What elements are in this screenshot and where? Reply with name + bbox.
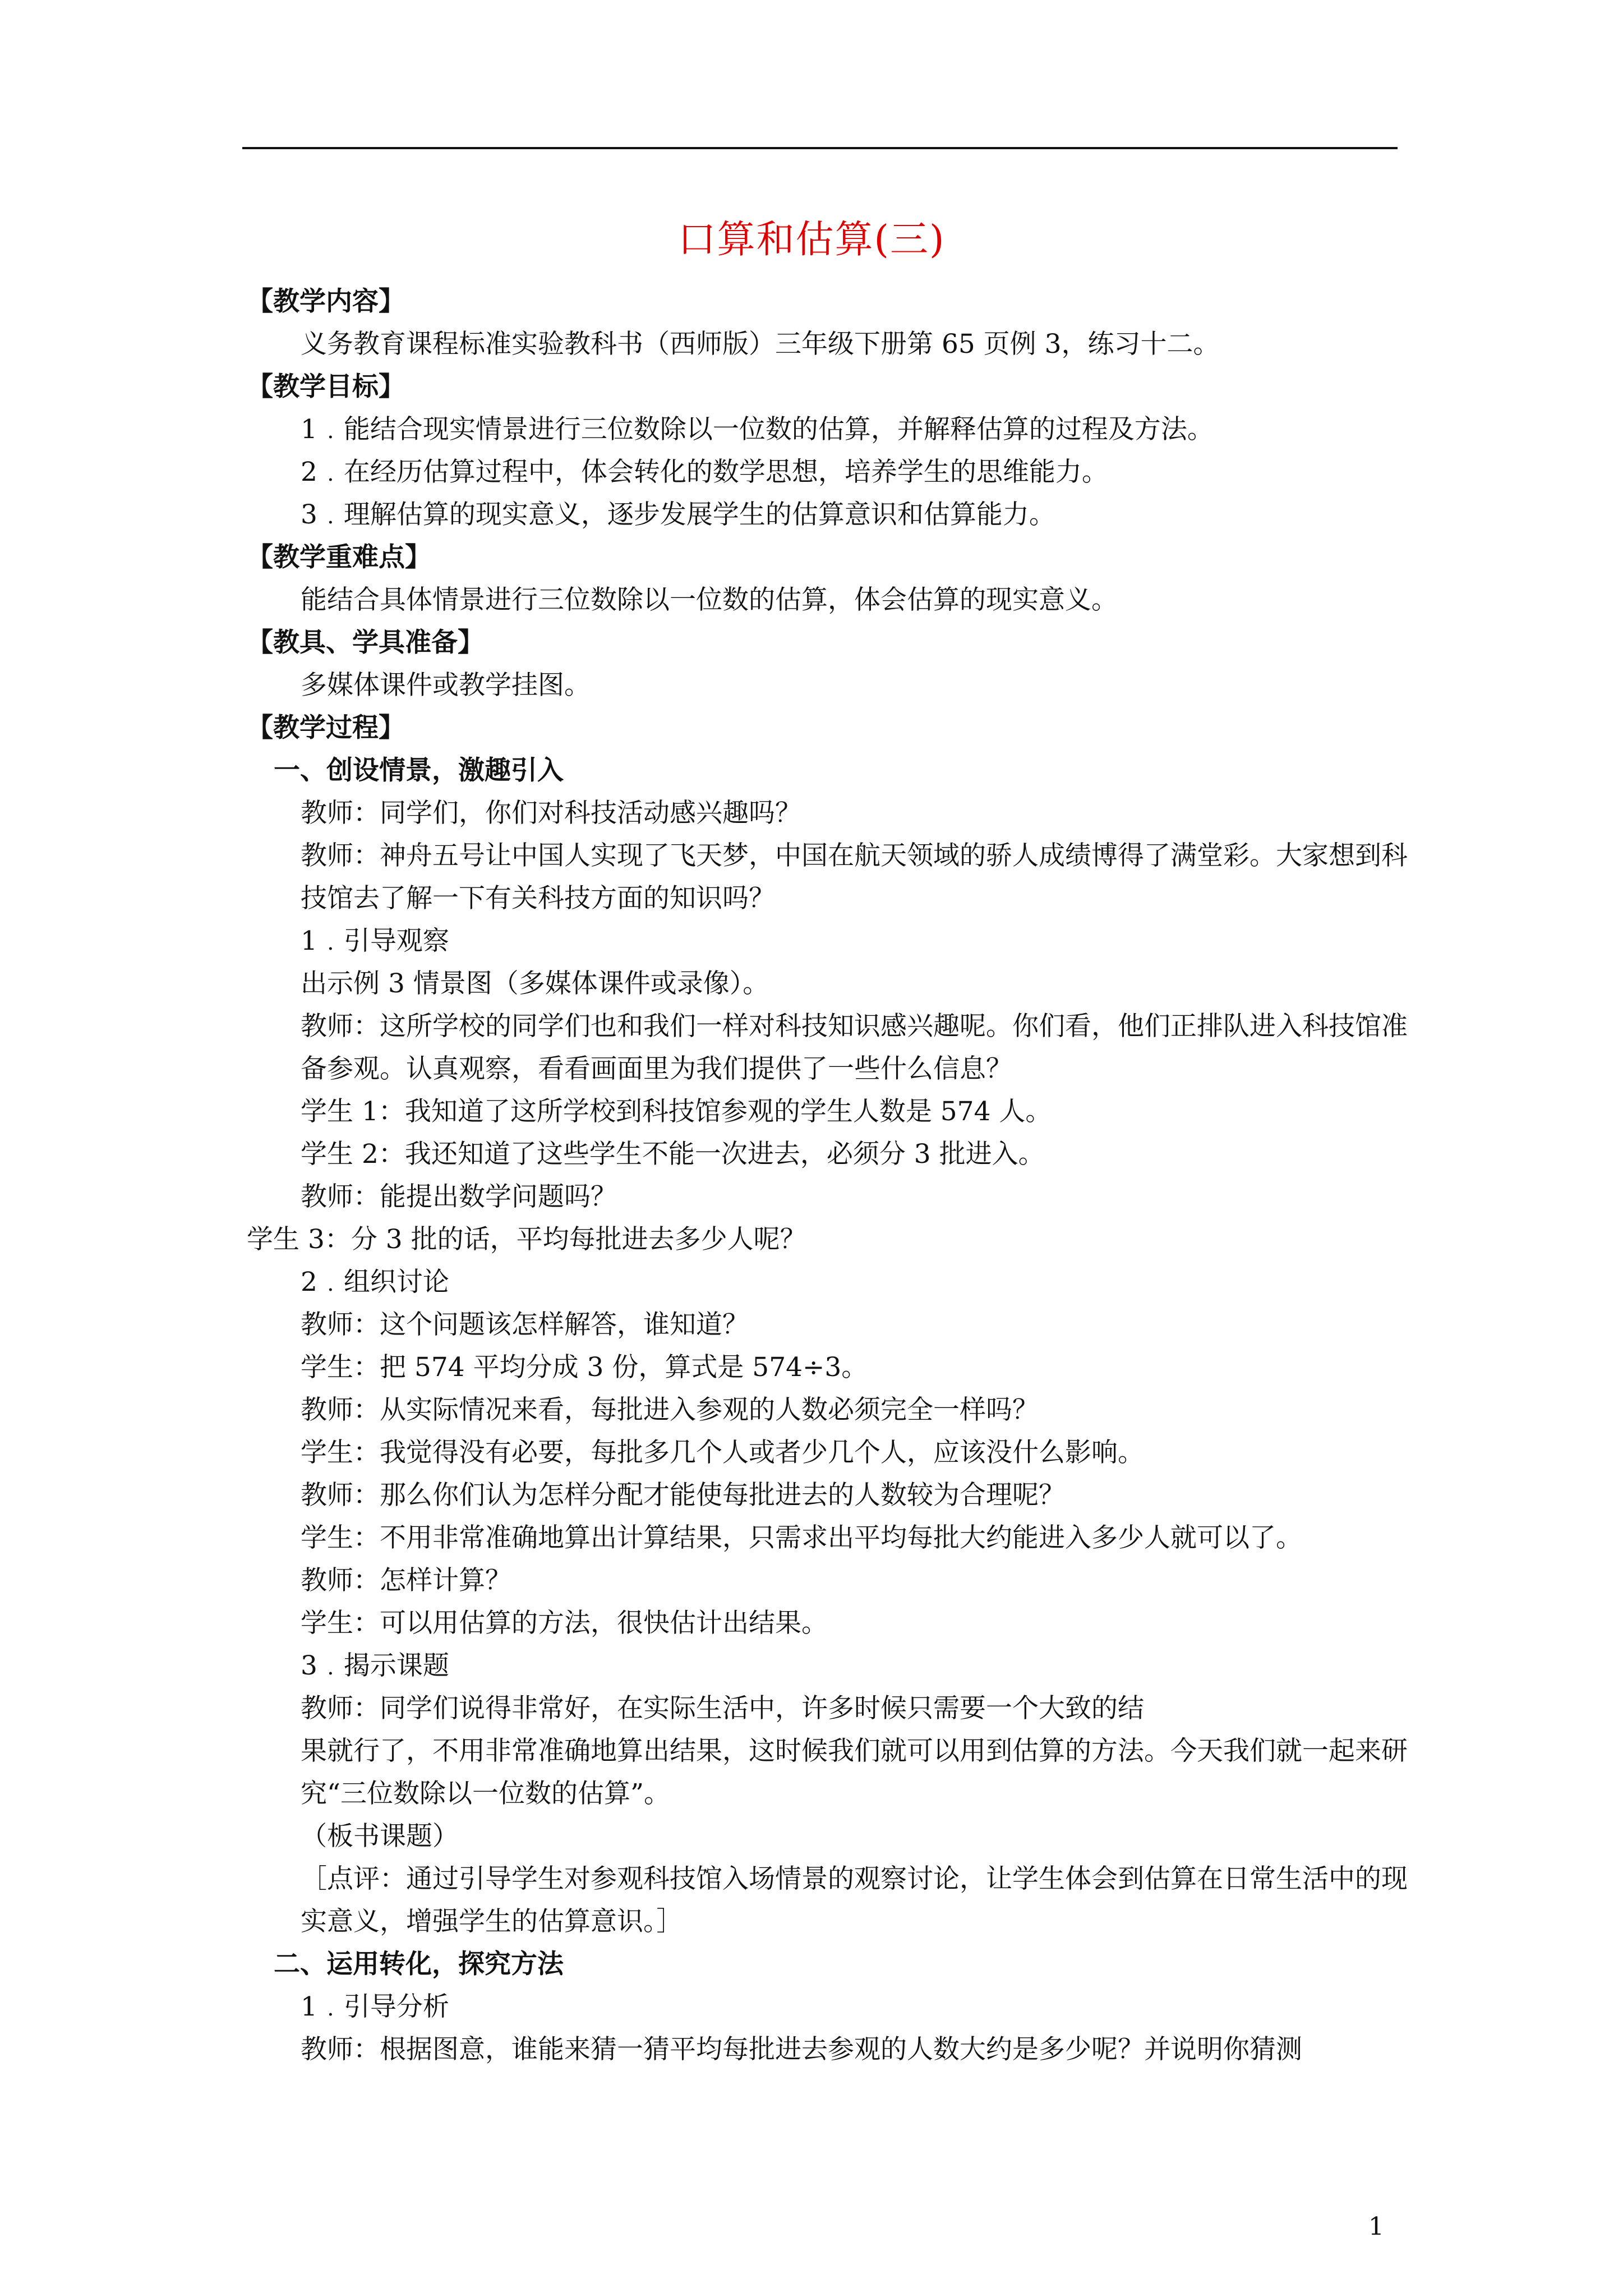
paragraph-line: 教师：神舟五号让中国人实现了飞天梦，中国在航天领域的骄人成绩博得了满堂彩。大家想到科技馆去了解一下有关科技方面的知识吗？ xyxy=(301,840,1408,914)
paragraph-line: （板书课题） xyxy=(301,1821,459,1852)
paragraph-line: 教师：从实际情况来看，每批进入参观的人数必须完全一样吗？ xyxy=(301,1395,1039,1425)
paragraph-line: 学生：可以用估算的方法，很快估计出结果。 xyxy=(301,1608,828,1639)
paragraph-line: 2﹒组织讨论 xyxy=(301,1267,449,1297)
paragraph-line: 义务教育课程标准实验教科书（西师版）三年级下册第 65 页例 3，练习十二。 xyxy=(301,329,1220,360)
paragraph-line: 学生：把 574 平均分成 3 份，算式是 574÷3。 xyxy=(301,1352,868,1383)
paragraph-line: ［点评：通过引导学生对参观科技馆入场情景的观察讨论，让学生体会到估算在日常生活中的现实意义，增强学生的估算意识。］ xyxy=(301,1864,1408,1937)
paragraph-line: 教师：这所学校的同学们也和我们一样对科技知识感兴趣呢。你们看，他们正排队进入科技馆准备参观。认真观察，看看画面里为我们提供了一些什么信息？ xyxy=(301,1011,1408,1084)
paragraph-line: 学生 1：我知道了这所学校到科技馆参观的学生人数是 574 人。 xyxy=(301,1096,1052,1127)
section-heading: 二、运用转化，探究方法 xyxy=(274,1949,564,1980)
section-heading: 一、创设情景，激趣引入 xyxy=(274,755,564,786)
paragraph-line: 学生：我觉得没有必要，每批多几个人或者少几个人，应该没什么影响。 xyxy=(301,1437,1144,1468)
section-heading: 【教学目标】 xyxy=(247,371,405,402)
paragraph-line: 学生：不用非常准确地算出计算结果，只需求出平均每批大约能进入多少人就可以了。 xyxy=(301,1522,1302,1553)
document-title: 口算和估算(三) xyxy=(677,218,946,262)
paragraph-line: 教师：同学们说得非常好，在实际生活中，许多时候只需要一个大致的结 xyxy=(301,1693,1144,1724)
paragraph-line: 1﹒引导分析 xyxy=(301,1991,449,2022)
paragraph-line: 教师：那么你们认为怎样分配才能使每批进去的人数较为合理呢？ xyxy=(301,1480,1065,1511)
paragraph-line: 教师：这个问题该怎样解答，谁知道？ xyxy=(301,1309,749,1340)
section-heading: 【教学过程】 xyxy=(247,712,405,743)
section-heading: 【教学内容】 xyxy=(247,286,405,317)
section-heading: 【教学重难点】 xyxy=(247,542,431,573)
page-number: 1 xyxy=(1368,2212,1384,2241)
document-body xyxy=(247,280,1408,2071)
paragraph-line: 能结合具体情景进行三位数除以一位数的估算，体会估算的现实意义。 xyxy=(301,585,1118,615)
paragraph-line: 1﹒引导观察 xyxy=(301,926,449,956)
paragraph-line: 教师：根据图意，谁能来猜一猜平均每批进去参观的人数大约是多少呢？并说明你猜测 xyxy=(301,2034,1302,2065)
section-heading: 【教具、学具准备】 xyxy=(247,627,484,658)
paragraph-line: 教师：能提出数学问题吗？ xyxy=(301,1181,617,1212)
paragraph-line: 3﹒理解估算的现实意义，逐步发展学生的估算意识和估算能力。 xyxy=(301,499,1055,530)
paragraph-line: 果就行了，不用非常准确地算出结果，这时候我们就可以用到估算的方法。今天我们就一起来研究“三位数除以一位数的估算”。 xyxy=(301,1736,1408,1809)
paragraph-line: 教师：同学们，你们对科技活动感兴趣吗？ xyxy=(301,798,801,829)
paragraph-line: 3﹒揭示课题 xyxy=(301,1650,449,1681)
paragraph-line: 出示例 3 情景图（多媒体课件或录像）。 xyxy=(301,968,769,999)
paragraph-line: 教师：怎样计算？ xyxy=(301,1565,511,1596)
paragraph-line: 2﹒在经历估算过程中，体会转化的数学思想，培养学生的思维能力。 xyxy=(301,457,1108,487)
paragraph-line: 学生 2：我还知道了这些学生不能一次进去，必须分 3 批进入。 xyxy=(301,1139,1045,1170)
paragraph-line: 1﹒能结合现实情景进行三位数除以一位数的估算，并解释估算的过程及方法。 xyxy=(301,414,1214,445)
paragraph-line: 多媒体课件或教学挂图。 xyxy=(301,670,591,701)
paragraph-line: 学生 3：分 3 批的话，平均每批进去多少人呢？ xyxy=(247,1224,806,1255)
header-rule xyxy=(242,147,1398,149)
